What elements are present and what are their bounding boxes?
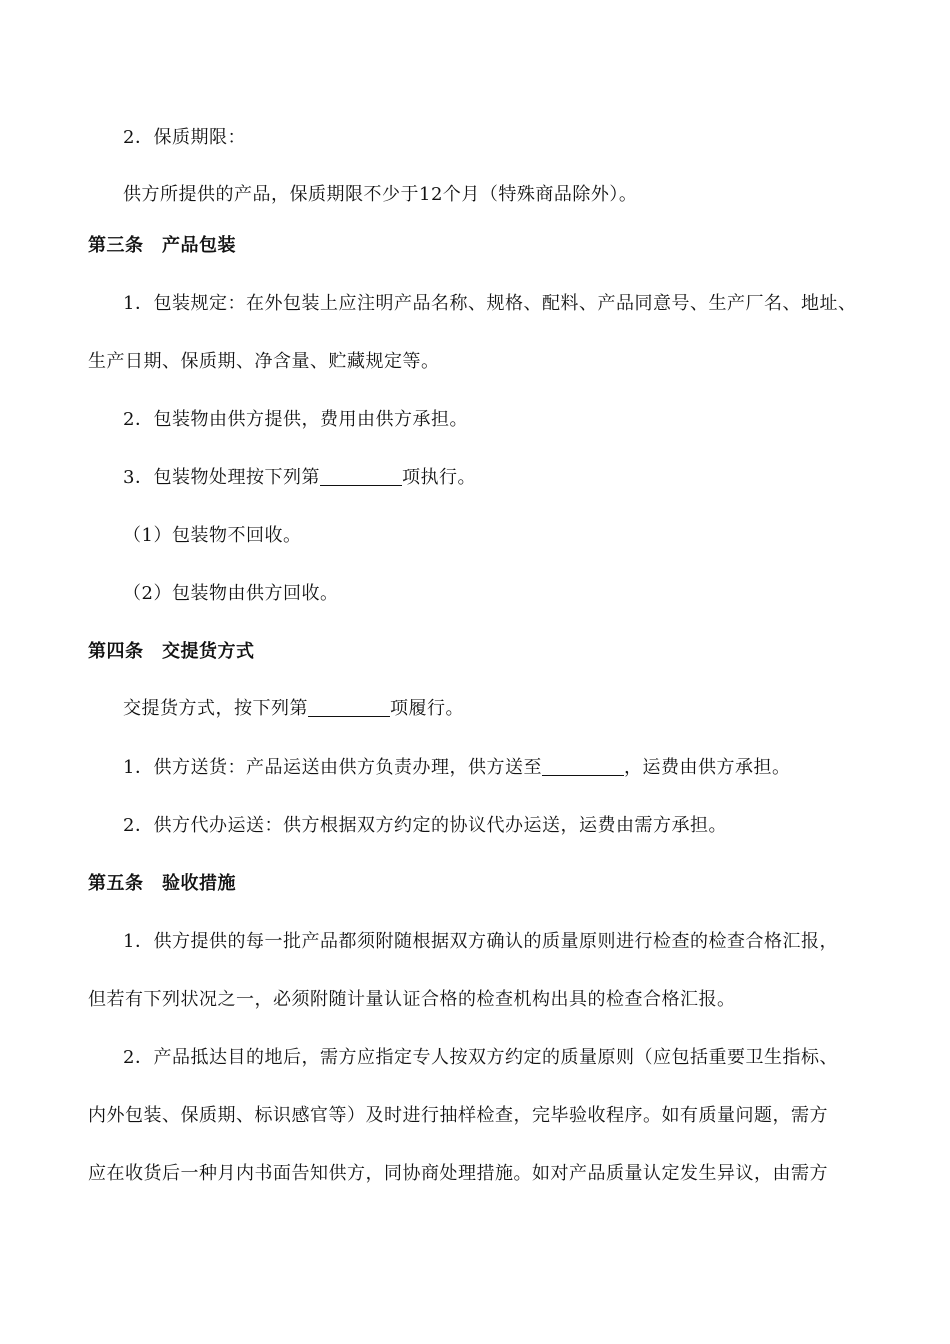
inspection-item-2-line-1: 2．产品抵达目的地后，需方应指定专人按双方约定的质量原则（应包括重要卫生指标、 (123, 1047, 838, 1068)
delivery-option-1 (123, 756, 790, 780)
inspection-item-1-line-1: 1．供方提供的每一批产品都须附随根据双方确认的质量原则进行检查的检查合格汇报， (123, 931, 838, 952)
inspection-item-2-line-3: 应在收货后一种月内书面告知供方，同协商处理措施。如对产品质量认定发生异议，由需方 (88, 1163, 828, 1184)
delivery-intro (123, 697, 464, 721)
shelf-life-text: 供方所提供的产品，保质期限不少于12个月（特殊商品除外）。 (123, 184, 638, 205)
delivery-option-1-text: 1．供方送货：产品运送由供方负责办理，供方送至 (123, 757, 542, 778)
delivery-intro-text: 交提货方式，按下列第 (123, 698, 308, 719)
packaging-option-2: （2）包装物由供方回收。 (123, 583, 339, 604)
packaging-disposal-text: 3．包装物处理按下列第 (123, 467, 320, 488)
article-3-heading: 第三条 产品包装 (88, 235, 236, 256)
packaging-cost-item: 2．包装物由供方提供，费用由供方承担。 (123, 409, 468, 430)
delivery-intro-suffix: 项履行。 (390, 698, 464, 719)
article-5-heading: 第五条 验收措施 (88, 873, 236, 894)
packaging-disposal-blank (320, 467, 402, 486)
article-4-heading: 第四条 交提货方式 (88, 641, 255, 662)
delivery-option-1-suffix: ，运费由供方承担。 (623, 757, 791, 778)
packaging-rule-line-2: 生产日期、保质期、净含量、贮藏规定等。 (88, 351, 440, 372)
delivery-option-2: 2．供方代办运送：供方根据双方约定的协议代办运送，运费由需方承担。 (123, 815, 727, 836)
packaging-rule-line-1: 1．包装规定：在外包装上应注明产品名称、规格、配料、产品同意号、生产厂名、地址、 (123, 293, 857, 314)
packaging-option-1: （1）包装物不回收。 (123, 525, 302, 546)
delivery-intro-blank (308, 698, 390, 717)
inspection-item-1-line-2: 但若有下列状况之一，必须附随计量认证合格的检查机构出具的检查合格汇报。 (88, 989, 736, 1010)
inspection-item-2-line-2: 内外包装、保质期、标识感官等）及时进行抽样检查，完毕验收程序。如有质量问题，需方 (88, 1105, 828, 1126)
packaging-disposal-item (123, 466, 476, 490)
shelf-life-title: 2．保质期限： (123, 127, 246, 148)
packaging-disposal-suffix: 项执行。 (401, 467, 476, 488)
delivery-destination-blank (542, 757, 624, 776)
